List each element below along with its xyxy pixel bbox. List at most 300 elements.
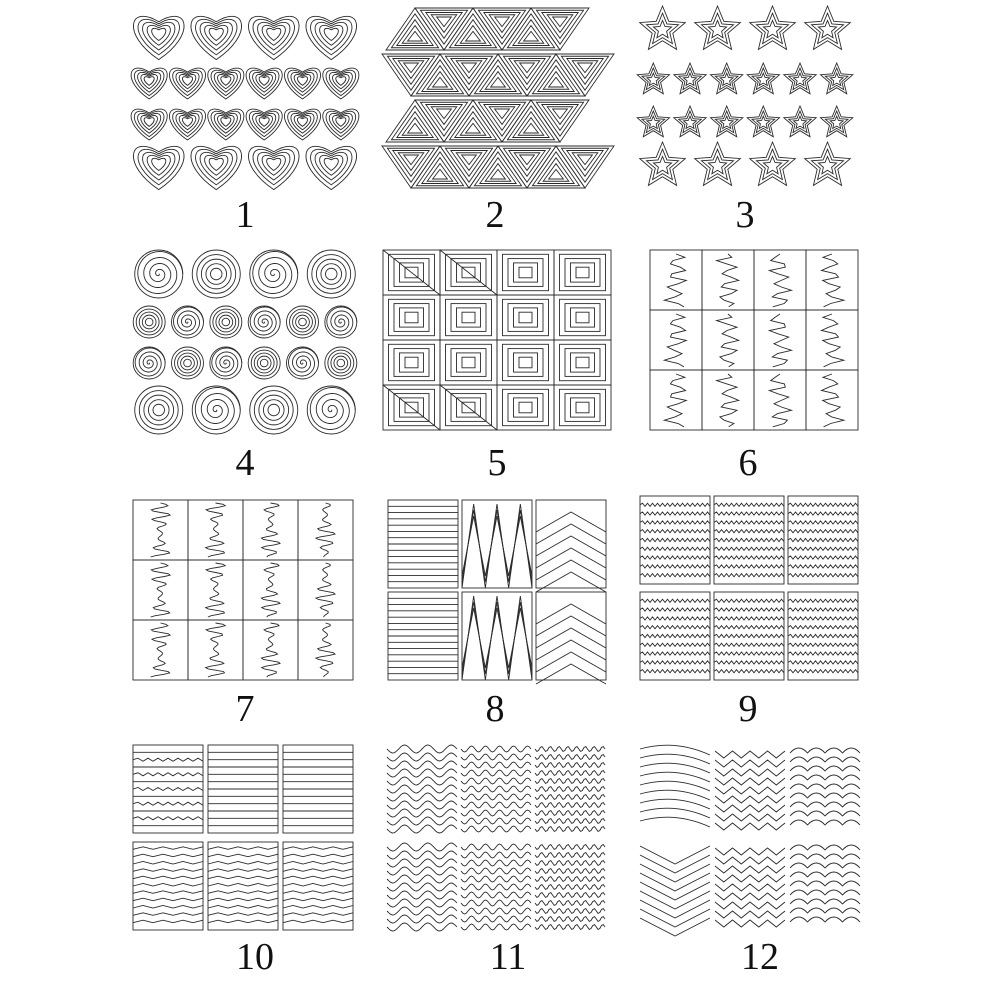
wave-row — [640, 652, 710, 655]
square-ring — [503, 344, 549, 380]
wave-row — [640, 617, 710, 620]
wave-line — [535, 755, 605, 760]
flame-stroke — [822, 374, 844, 427]
cell-frame — [788, 592, 858, 680]
zigzag-row — [133, 802, 203, 805]
panel-1-hearts — [130, 8, 360, 188]
wave-row — [788, 556, 858, 559]
chevron-line — [536, 572, 606, 592]
square-ring — [389, 344, 435, 380]
panel-number: 7 — [235, 688, 255, 730]
square-ring — [519, 357, 532, 368]
curve-line — [640, 754, 710, 764]
heart-shape — [179, 116, 196, 130]
wave-line — [535, 925, 605, 930]
flame-stroke — [664, 314, 686, 367]
zigzag-row — [133, 876, 203, 879]
zigzag-row — [133, 773, 203, 776]
wave-line — [535, 885, 605, 890]
squiggle-stroke — [261, 563, 280, 617]
wave-row — [640, 565, 710, 568]
flame-stroke — [822, 314, 844, 367]
cell-frame — [650, 310, 702, 370]
panel-10-stripes-zigzag — [133, 745, 353, 930]
cell-frame — [497, 340, 554, 385]
heart-shape — [267, 28, 281, 40]
square-ring — [571, 263, 595, 282]
wave-line — [387, 851, 457, 859]
chevron-line — [536, 524, 606, 544]
wave-row — [714, 530, 784, 533]
scallop-line — [790, 881, 860, 886]
zigzag-line — [715, 778, 785, 785]
panel-12-curves-scallops — [640, 745, 860, 930]
square-ring — [571, 353, 595, 372]
wave-row — [714, 608, 784, 611]
scallop-line — [790, 845, 860, 850]
circle-shape — [175, 350, 201, 376]
flame-stroke — [769, 254, 791, 307]
scallop-line — [790, 917, 860, 922]
wave-row — [714, 512, 784, 515]
wave-row — [788, 634, 858, 637]
circle-shape — [248, 347, 280, 379]
wave-line — [461, 916, 531, 922]
wave-row — [788, 670, 858, 673]
heart-shape — [218, 116, 235, 130]
heart-shape — [256, 116, 273, 130]
zigzag-row — [133, 884, 203, 887]
squiggle-stroke — [151, 623, 171, 677]
cell-frame — [188, 560, 243, 620]
cell-frame — [497, 295, 554, 340]
wave-line — [387, 745, 457, 753]
star-shape — [830, 116, 843, 128]
square-ring — [514, 398, 538, 417]
zigzag-row — [208, 869, 278, 872]
wave-line — [387, 793, 457, 801]
star-shape — [818, 156, 836, 173]
circle-shape — [307, 250, 355, 298]
wave-row — [788, 565, 858, 568]
panel-number: 10 — [236, 936, 274, 978]
panel-7-squiggles — [133, 500, 353, 680]
wave-row — [788, 643, 858, 646]
circle-shape — [250, 386, 298, 434]
star-shape — [684, 73, 697, 85]
cell-frame — [243, 560, 298, 620]
square-ring — [571, 308, 595, 327]
chevron-line — [536, 628, 606, 648]
squiggle-stroke — [206, 503, 226, 557]
cell-frame — [650, 250, 702, 310]
zigzag-row — [283, 920, 353, 923]
panel-6-flames — [650, 250, 860, 430]
circle-shape — [142, 315, 156, 329]
wave-line — [387, 875, 457, 883]
flame-stroke — [769, 374, 791, 427]
star-shape — [830, 73, 843, 85]
circle-shape — [148, 400, 169, 421]
star-shape — [684, 116, 697, 128]
heart-shape — [267, 158, 281, 170]
square-ring — [405, 312, 418, 323]
wave-line — [535, 827, 605, 832]
cell-frame — [806, 250, 858, 310]
cell-frame — [554, 385, 611, 430]
heart-shape — [262, 25, 285, 45]
star-shape — [763, 20, 781, 37]
chevron-line — [640, 846, 710, 864]
zigzag-line — [715, 884, 785, 891]
wave-row — [640, 634, 710, 637]
circle-shape — [287, 306, 319, 338]
circle-shape — [257, 356, 271, 370]
scallop-line — [790, 854, 860, 859]
wave-line — [535, 853, 605, 858]
wave-row — [640, 670, 710, 673]
cell-frame — [440, 340, 497, 385]
cell-frame — [702, 370, 754, 430]
squiggle-stroke — [151, 503, 171, 557]
cell-frame — [806, 370, 858, 430]
curve-line — [640, 763, 710, 773]
wave-row — [788, 617, 858, 620]
heart-shape — [144, 118, 154, 127]
wave-row — [640, 608, 710, 611]
panel-number: 9 — [738, 688, 758, 730]
heart-shape — [205, 155, 228, 175]
square-ring — [519, 402, 532, 413]
square-ring — [462, 312, 475, 323]
circle-shape — [312, 255, 351, 294]
zigzag-line — [715, 866, 785, 873]
star-shape — [708, 156, 726, 173]
scallop-line — [790, 802, 860, 807]
squiggle-stroke — [316, 563, 335, 617]
heart-shape — [221, 77, 231, 86]
star-shape — [757, 73, 770, 85]
wave-row — [714, 652, 784, 655]
wave-line — [461, 778, 531, 784]
wave-rows-art — [640, 496, 858, 680]
wave-row — [788, 599, 858, 602]
curve-line — [640, 817, 710, 827]
zigzag-row — [208, 891, 278, 894]
zigzag-line — [715, 848, 785, 855]
panel-8-stripes-chevrons — [388, 500, 606, 680]
wave-line — [461, 762, 531, 768]
cell-frame — [754, 250, 806, 310]
heart-shape — [209, 158, 223, 170]
wave-line — [387, 785, 457, 793]
wave-line — [387, 825, 457, 833]
zigzag-line — [715, 893, 785, 900]
wave-line — [461, 754, 531, 760]
square-ring — [514, 263, 538, 282]
wave-row — [788, 530, 858, 533]
heart-shape — [182, 118, 192, 127]
heart-shape — [324, 158, 338, 170]
zigzag-line — [715, 814, 785, 821]
star-shape — [647, 116, 660, 128]
wave-line — [387, 809, 457, 817]
chevron-line — [536, 604, 606, 624]
heart-shape — [259, 118, 269, 127]
zigzag-row — [208, 898, 278, 901]
zigzag-line — [715, 823, 785, 830]
square-ring — [446, 344, 492, 380]
wave-row — [714, 547, 784, 550]
stars-art — [635, 8, 855, 188]
cell-frame — [650, 370, 702, 430]
heart-shape — [294, 116, 311, 130]
scallop-line — [790, 811, 860, 816]
chevron-line — [536, 548, 606, 568]
zigzag-row — [283, 869, 353, 872]
scallop-line — [790, 820, 860, 825]
wave-row — [714, 556, 784, 559]
zigzag-line — [715, 875, 785, 882]
diagonal-line — [440, 385, 497, 430]
cell-frame — [497, 250, 554, 295]
heart-shape — [333, 75, 350, 89]
panel-number: 4 — [235, 442, 255, 484]
wave-row — [714, 565, 784, 568]
circle-shape — [192, 250, 240, 298]
cell-frame — [754, 370, 806, 430]
cell-frame — [714, 592, 784, 680]
zigzag-line — [715, 796, 785, 803]
wave-line — [535, 763, 605, 768]
panel-3-stars — [635, 8, 855, 188]
cell-frame — [554, 340, 611, 385]
wave-line — [535, 861, 605, 866]
zigzag-line — [715, 920, 785, 927]
scallop-line — [790, 766, 860, 771]
zigzag-row — [133, 898, 203, 901]
square-ring — [405, 357, 418, 368]
wave-row — [788, 574, 858, 577]
zigzag-line — [715, 760, 785, 767]
wave-line — [461, 810, 531, 816]
square-ring — [514, 353, 538, 372]
squiggle-stroke — [316, 503, 335, 557]
cell-frame — [806, 310, 858, 370]
square-ring — [389, 299, 435, 335]
flame-stroke — [717, 314, 739, 367]
star-shape — [757, 116, 770, 128]
cell-frame — [243, 620, 298, 680]
wave-row — [788, 661, 858, 664]
zigzag-row — [283, 906, 353, 909]
square-spirals-art — [383, 250, 611, 430]
zigzag-row — [283, 884, 353, 887]
wave-line — [387, 899, 457, 907]
zigzag-row — [133, 854, 203, 857]
circle-shape — [296, 315, 310, 329]
chevron-line — [536, 664, 606, 684]
squiggle-stroke — [261, 623, 280, 677]
circle-shape — [153, 404, 165, 416]
square-ring — [400, 353, 424, 372]
scallop-line — [790, 775, 860, 780]
wave-row — [714, 617, 784, 620]
wave-line — [535, 909, 605, 914]
cell-frame — [188, 500, 243, 560]
zigzag-row — [133, 920, 203, 923]
wave-line — [461, 900, 531, 906]
panel-4-spirals — [130, 250, 360, 435]
zigzag-line — [715, 769, 785, 776]
flame-stroke — [822, 254, 844, 307]
wave-line — [461, 852, 531, 858]
square-ring — [560, 389, 606, 425]
wave-line — [461, 908, 531, 914]
triangles-art — [382, 8, 612, 193]
panel-number: 3 — [735, 194, 755, 236]
circle-shape — [321, 264, 342, 285]
scallop-line — [790, 908, 860, 913]
square-ring — [560, 254, 606, 290]
zigzag-row — [283, 913, 353, 916]
heart-shape — [297, 77, 307, 86]
zigzag-row — [283, 891, 353, 894]
scallop-line — [790, 863, 860, 868]
star-shape — [708, 20, 726, 37]
cell-frame — [383, 295, 440, 340]
wave-line — [535, 747, 605, 752]
heart-shape — [294, 75, 311, 89]
wave-line — [387, 769, 457, 777]
heart-shape — [336, 118, 346, 127]
wave-row — [714, 538, 784, 541]
wave-line — [387, 801, 457, 809]
zigzag-row — [208, 847, 278, 850]
circle-shape — [213, 309, 239, 335]
zigzag-line — [715, 857, 785, 864]
panel-5-square-spirals — [383, 250, 611, 430]
wave-line — [461, 786, 531, 792]
cell-frame — [536, 500, 606, 588]
flame-stroke — [717, 254, 739, 307]
circle-shape — [210, 268, 222, 280]
circle-shape — [268, 404, 280, 416]
wave-line — [461, 868, 531, 874]
wave-row — [640, 512, 710, 515]
zigzag-line — [715, 751, 785, 758]
zigzag-row — [208, 854, 278, 857]
wave-line — [387, 867, 457, 875]
wave-line — [535, 803, 605, 808]
squiggle-stroke — [316, 623, 335, 677]
cell-frame — [133, 500, 188, 560]
heart-shape — [179, 75, 196, 89]
wave-line — [535, 787, 605, 792]
star-shape — [818, 20, 836, 37]
zigzag-row — [208, 920, 278, 923]
wave-row — [788, 538, 858, 541]
wave-row — [640, 538, 710, 541]
wave-line — [387, 859, 457, 867]
wave-line — [387, 753, 457, 761]
square-ring — [576, 357, 589, 368]
heart-shape — [336, 77, 346, 86]
wave-line — [387, 843, 457, 851]
wave-line — [387, 907, 457, 915]
wave-row — [788, 547, 858, 550]
scallop-line — [790, 793, 860, 798]
wave-row — [640, 530, 710, 533]
heart-shape — [205, 25, 228, 45]
cell-frame — [640, 496, 710, 584]
cell-frame — [188, 620, 243, 680]
zigzag-row — [133, 817, 203, 820]
wave-line — [535, 845, 605, 850]
curve-line — [640, 808, 710, 818]
wave-line — [461, 746, 531, 752]
panel-number: 2 — [485, 194, 505, 236]
circle-shape — [139, 391, 178, 430]
wave-row — [788, 652, 858, 655]
wave-row — [714, 626, 784, 629]
wave-line — [461, 924, 531, 930]
heart-shape — [152, 28, 166, 40]
wave-line — [461, 818, 531, 824]
zigzag-line — [715, 911, 785, 918]
wave-line — [461, 770, 531, 776]
zigzag-row — [133, 869, 203, 872]
wave-line — [461, 860, 531, 866]
heart-shape — [209, 28, 223, 40]
squiggles-art — [133, 500, 353, 680]
cell-frame — [133, 620, 188, 680]
star-shape — [653, 156, 671, 173]
circle-shape — [210, 306, 242, 338]
square-ring — [400, 308, 424, 327]
square-ring — [571, 398, 595, 417]
zigzag-row — [208, 884, 278, 887]
zigzag-line — [715, 787, 785, 794]
wave-row — [788, 626, 858, 629]
cell-frame — [243, 500, 298, 560]
wave-row — [714, 503, 784, 506]
wave-row — [640, 547, 710, 550]
zigzag-row — [133, 862, 203, 865]
square-ring — [560, 344, 606, 380]
squiggle-stroke — [206, 563, 226, 617]
zigzag-line — [462, 608, 532, 668]
stripes-zigzag-art — [133, 745, 353, 930]
wave-row — [714, 574, 784, 577]
circle-shape — [222, 318, 230, 326]
wave-row — [714, 634, 784, 637]
cell-frame — [497, 385, 554, 430]
wave-row — [714, 661, 784, 664]
wave-row — [714, 599, 784, 602]
circle-shape — [206, 264, 227, 285]
wave-row — [640, 556, 710, 559]
square-ring — [514, 308, 538, 327]
cell-frame — [554, 250, 611, 295]
wave-row — [640, 521, 710, 524]
square-ring — [457, 353, 481, 372]
zigzag-line — [715, 805, 785, 812]
panel-9-wave-rows — [640, 496, 858, 680]
wave-line — [461, 826, 531, 832]
wave-line — [387, 915, 457, 923]
wave-row — [640, 503, 710, 506]
